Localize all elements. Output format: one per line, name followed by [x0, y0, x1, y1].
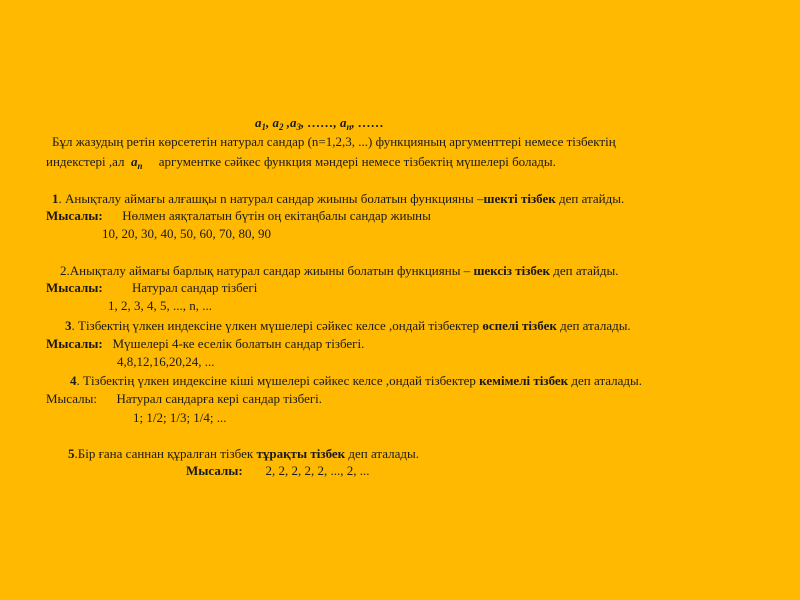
example-text: Мүшелері 4-ке еселік болатын сандар тізбегі.	[112, 336, 365, 351]
term-a: a	[255, 115, 262, 130]
definition-finite	[52, 191, 624, 207]
example-text: Натурал сандар тізбегі	[132, 280, 258, 295]
example-label: Мысалы:	[186, 463, 243, 478]
example-label: Мысалы:	[46, 336, 103, 351]
definition-text: .Бір ғана саннан құралған тізбек	[74, 446, 254, 461]
example-values: 2, 2, 2, 2, 2, ..., 2, ...	[265, 463, 370, 478]
example-increasing	[46, 336, 364, 352]
example-label: Мысалы:	[46, 391, 97, 406]
example-constant	[186, 463, 370, 479]
separator: ,	[266, 115, 273, 130]
example-label: Мысалы:	[46, 280, 103, 295]
term-index: n	[137, 161, 143, 171]
term-a: a	[290, 115, 297, 130]
term-increasing-sequence: өспелі тізбек	[482, 318, 557, 333]
definition-tail: деп аталады.	[556, 318, 631, 333]
example-finite	[46, 208, 431, 224]
definition-text: 2.Анықталу аймағы барлық натурал сандар жиыны болатын функцияны –	[60, 263, 471, 278]
definition-tail: деп аталады.	[568, 373, 643, 388]
term-index: 1	[261, 122, 266, 132]
term-index: n	[346, 122, 352, 132]
example-infinite	[46, 280, 257, 296]
term-a: a	[340, 115, 347, 130]
separator: ,	[283, 115, 290, 130]
definition-decreasing	[70, 373, 642, 389]
term-infinite-sequence: шексіз тізбек	[473, 263, 551, 278]
definition-tail: деп аталады.	[345, 446, 420, 461]
example-increasing-values: 4,8,12,16,20,24, ...	[117, 354, 215, 369]
item-number: 3	[65, 318, 72, 333]
example-infinite-values: 1, 2, 3, 4, 5, ..., n, ...	[108, 298, 212, 313]
intro-text: аргументке сәйкес функция мәндері немесе тізбектің мүшелері болады.	[158, 154, 556, 169]
term-constant-sequence: тұрақты тізбек	[256, 446, 346, 461]
definition-text: . Анықталу аймағы алғашқы n натурал сандар жиыны болатын функцияны –	[58, 191, 484, 206]
example-text: Натурал сандарға кері сандар тізбегі.	[116, 391, 323, 406]
term-index: 2	[279, 122, 284, 132]
definition-tail: деп атайды.	[555, 191, 625, 206]
sequence-notation	[255, 115, 384, 135]
definition-text: . Тізбектің үлкен индексіне үлкен мүшелері сәйкес келсе ,ондай тізбектер	[71, 318, 480, 333]
term-finite-sequence: шекті тізбек	[483, 191, 556, 206]
item-number: 5	[68, 446, 75, 461]
example-decreasing	[46, 391, 322, 407]
definition-tail: деп атайды.	[550, 263, 619, 278]
intro-line-1: Бұл жазудың ретін көрсететін натурал сандар (n=1,2,3, ...) функцияның аргументтері немесе тізбектің	[52, 134, 616, 149]
definition-constant	[68, 446, 419, 462]
term-a: a	[272, 115, 279, 130]
intro-text: индекстері ,ал	[46, 154, 125, 169]
example-finite-values: 10, 20, 30, 40, 50, 60, 70, 80, 90	[102, 226, 271, 241]
definition-infinite	[60, 263, 618, 279]
definition-increasing	[65, 318, 631, 334]
intro-line-2	[46, 154, 556, 174]
item-number: 4	[70, 373, 77, 388]
separator: , ……	[351, 115, 385, 130]
item-number: 1	[52, 191, 59, 206]
separator: , ……,	[301, 115, 340, 130]
example-label: Мысалы:	[46, 208, 103, 223]
example-text: Нөлмен аяқталатын бүтін оң екітаңбалы сандар жиыны	[122, 208, 431, 223]
example-decreasing-values: 1; 1/2; 1/3; 1/4; ...	[133, 410, 227, 425]
term-index: 3	[296, 122, 301, 132]
term-a: a	[131, 154, 138, 169]
definition-text: . Тізбектің үлкен индексіне кіші мүшелері сәйкес келсе ,ондай тізбектер	[76, 373, 476, 388]
term-decreasing-sequence: кемімелі тізбек	[479, 373, 569, 388]
